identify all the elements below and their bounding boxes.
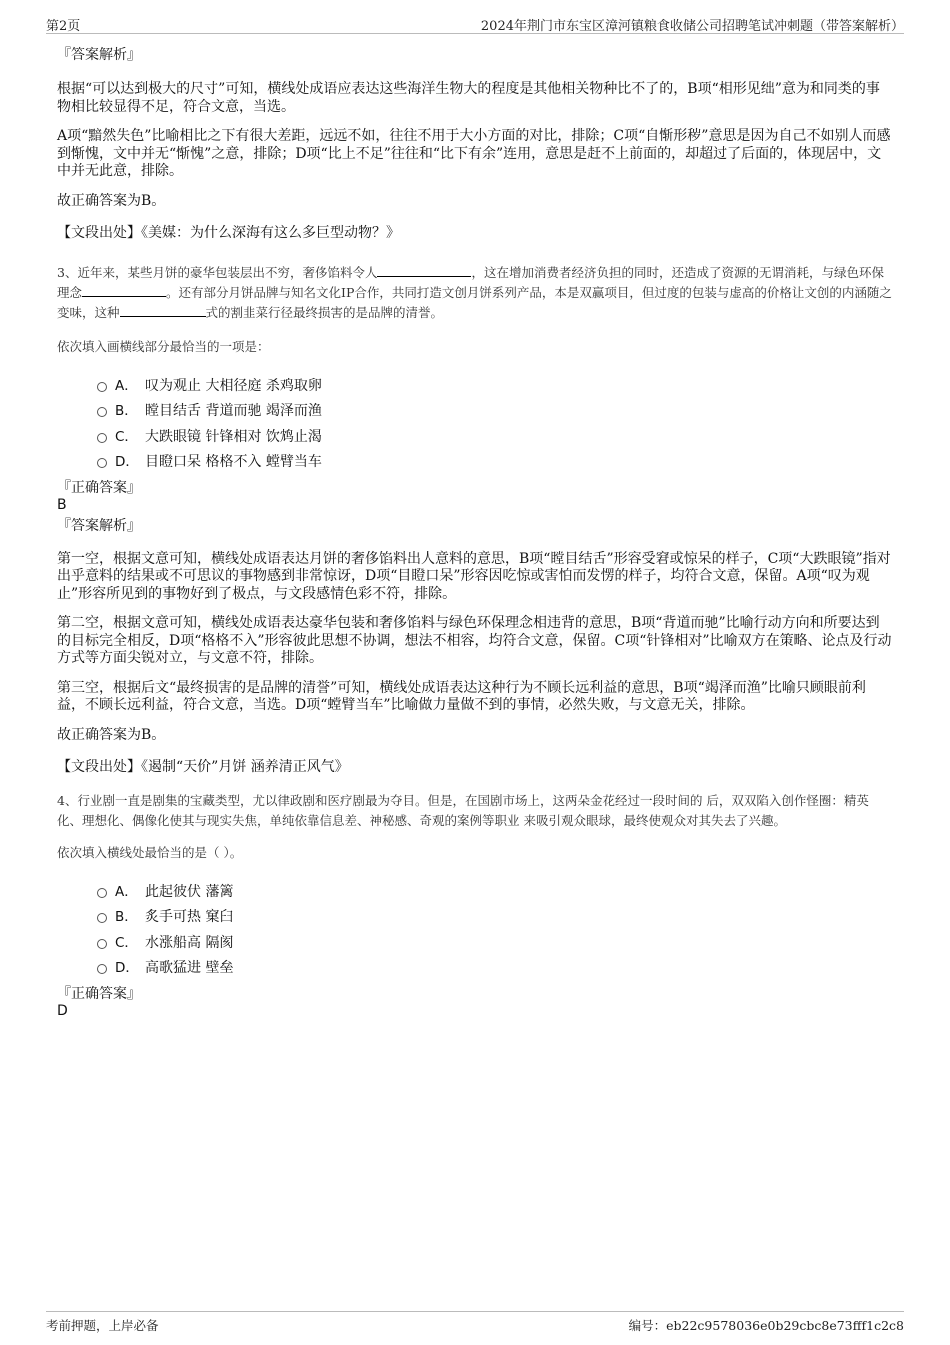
page-number: 第2页 [46,19,81,34]
q4-answer: D [57,1002,68,1019]
radio-icon[interactable] [97,458,107,468]
radio-icon[interactable] [97,964,107,974]
q2-analysis-p1: 根据“可以达到极大的尺寸”可知，横线处成语应表达这些海洋生物大的程度是其他相关物种比不了的，B项“相形见绌”意为和同类的事物相比较显得不足，符合文意，当选。 [57,81,880,115]
radio-icon[interactable] [97,433,107,443]
q3-analysis-label: 『答案解析』 [57,517,141,534]
q3-analysis-p3: 第三空，根据后文“最终损害的是品牌的清誉”可知，横线处成语表达这种行为不顾长远利益的意思，B项“竭泽而渔”比喻只顾眼前利益，不顾长远利益，符合文意，当选。D项“螳臂当车”比喻做力量做不到的事情，必然失败，与文意无关，排除。 [57,679,866,713]
document-title: 2024年荆门市东宝区漳河镇粮食收储公司招聘笔试冲刺题（带答案解析） [480,19,904,34]
q2-conclusion: 故正确答案为B。 [57,192,166,209]
q4-options [57,881,892,983]
q3-analysis-p2: 第二空，根据文意可知，横线处成语表达豪华包装和奢侈馅料与绿色环保理念相违背的意思，B项“背道而驰”比喻行动方向和所要达到的目标完全相反，D项“格格不入”形容彼此思想不协调，想法不相容，均符合文意，保留。C项“针锋相对”比喻双方在策略、论点及行动方式等方面尖锐对立，与文意不符，排除。 [57,615,892,666]
q2-analysis-p2: A项“黯然失色”比喻相比之下有很大差距，远远不如，往往不用于大小方面的对比，排除；C项“自惭形秽”意思是因为自己不如别人而感到惭愧，文中并无“惭愧”之意，排除；D项“比上不足”往往和“比下有余”连用，意思是赶不上前面的，却超过了后面的，体现居中，文中并无此意，排除。 [57,128,891,179]
blank-1 [377,264,471,277]
radio-icon[interactable] [97,382,107,392]
q3-stem: 3、近年来，某些月饼的豪华包装层出不穷，奢侈馅料令人 ，这在增加消费者经济负担的同时，还造成了资源的无谓消耗，与绿色环保理念 。还有部分月饼品牌与知名文化IP合作，共同打造文创月饼系列产品，本是双赢项目，但过度的包装与虚高的价格让文创的内涵随之变味，这种 式的割韭菜行径最终损害的是品牌的清誉。 [57,264,892,320]
page-footer [46,1311,904,1336]
q3-source: 【文段出处】《遏制“天价”月饼 涵养清正风气》 [57,759,349,775]
radio-icon[interactable] [97,888,107,898]
q4-option-a[interactable]: A． 此起彼伏 藩篱 [57,881,892,907]
q2-analysis-label: 『答案解析』 [57,47,141,63]
q3-options [57,375,892,477]
q3-answer: B [57,496,67,513]
q4-option-c[interactable]: C． 水涨船高 隔阂 [57,932,892,958]
blank-3 [120,304,206,317]
document-code: 编号：eb22c9578036e0b29cbc8e73fff1c2c8 [628,1318,904,1333]
q4-prompt: 依次填入横线处最恰当的是（ ）。 [57,844,243,860]
page-header [46,13,904,34]
footer-slogan: 考前押题，上岸必备 [46,1318,159,1333]
q3-answer-label: 『正确答案』 [57,479,141,496]
q4-answer-label: 『正确答案』 [57,985,141,1002]
q4-stem: 4、行业剧一直是剧集的宝藏类型，尤以律政剧和医疗剧最为夺目。但是，在国剧市场上，这两朵金花经过一段时间的 后，双双陷入创作怪圈：精英化、理想化、偶像化使其与现实失焦，单纯依靠信息差、神秘感、奇观的案例等职业 来吸引观众眼球，最终使观众对其失去了兴趣。 [57,792,869,828]
blank-2 [82,284,166,297]
q4-option-d[interactable]: D． 高歌猛进 壁垒 [57,957,892,983]
q4-option-b[interactable]: B． 炙手可热 窠臼 [57,906,892,932]
q3-option-d[interactable]: D． 目瞪口呆 格格不入 螳臂当车 [57,451,892,477]
q3-prompt: 依次填入画横线部分最恰当的一项是： [57,338,270,354]
radio-icon[interactable] [97,939,107,949]
q3-option-c[interactable]: C． 大跌眼镜 针锋相对 饮鸩止渴 [57,426,892,452]
radio-icon[interactable] [97,913,107,923]
q3-conclusion: 故正确答案为B。 [57,726,166,743]
q3-analysis-p1: 第一空，根据文意可知，横线处成语表达月饼的奢侈馅料出人意料的意思，B项“瞠目结舌”形容受窘或惊呆的样子，C项“大跌眼镜”指对出乎意料的结果或不可思议的事物感到非常惊讶，D项“目瞪口呆”形容因吃惊或害怕而发愣的样子，均符合文意，保留。A项“叹为观止”形容所见到的事物好到了极点，与文段感情色彩不符，排除。 [57,550,891,602]
q3-option-a[interactable]: A． 叹为观止 大相径庭 杀鸡取卵 [57,375,892,401]
document-body [57,46,892,1020]
radio-icon[interactable] [97,407,107,417]
q3-option-b[interactable]: B． 瞠目结舌 背道而驰 竭泽而渔 [57,400,892,426]
q2-source: 【文段出处】《美媒：为什么深海有这么多巨型动物？》 [57,225,400,241]
